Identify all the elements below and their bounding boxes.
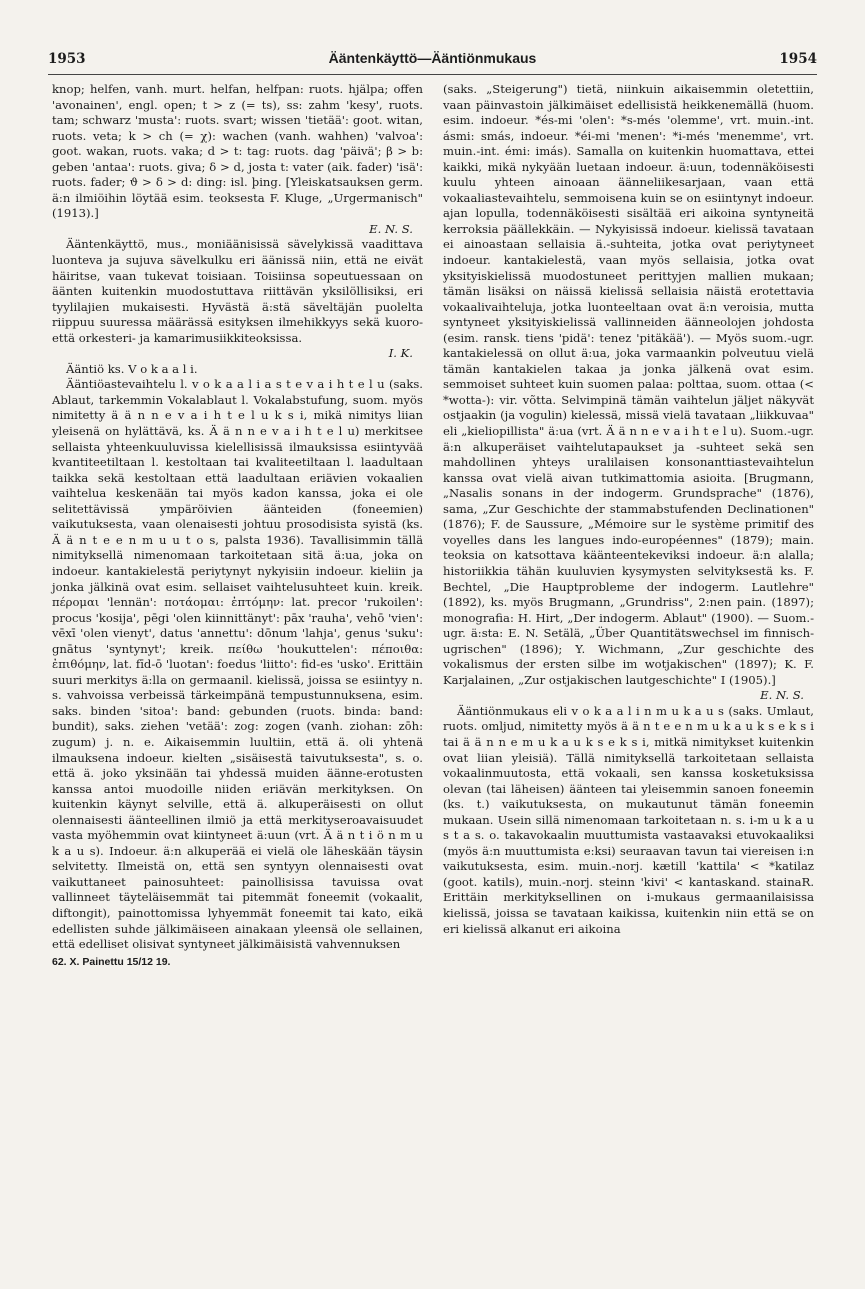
page-number-right: 1954 [779, 51, 817, 67]
left-column [52, 82, 423, 970]
paragraph: knop; helfen, vanh. murt. helfan, helfpan: ruots. hjälpa; offen 'avonainen', engl. open; t > z (= ts), ss: zahm 'kesy', ruots. tam; schwarz 'musta': ruots. svart; wissen 'tietää': goot. witan, ruots. veta; k > ch (= χ): wachen (vanh. wahhen) 'valvoa': goot. wakan, ruots. vaka; d > t: tag: ruots. dag 'päivä'; β > b: geben 'antaa': ruots. giva; δ > d, josta t: vater (aik. fader) 'isä': ruots. fader; ϑ > δ > d: ding: isl. þing. [Yleiskatsauksen germ. ä:n ilmiöihin löytää esim. teoksesta F. Kluge, „Urgermanisch" (1913).] [52, 82, 423, 221]
right-column [443, 82, 814, 937]
entry-aantio: Ääntiö ks. V o k a a l i. [66, 361, 198, 376]
author-signature: E. N. S. [760, 688, 804, 703]
header-rule [48, 74, 817, 75]
page-title: Ääntenkäyttö—Ääntiönmukaus [328, 50, 537, 66]
paragraph: (saks. „Steigerung") tietä, niinkuin aikaisemmin oletettiin, vaan päinvastoin jälkimäiset edellisistä heikkenemällä (huom. esim. indoeur. *és-mi 'olen': *s-més 'olemme', vrt. muin.-int. ásmi: smás, indoeur. *éi-mi 'menen': *i-més 'menemme', vrt. muin.-int. émi: imás). Samalla on kuitenkin huomattava, ettei kaikki, mikä nykyään luetaan indoeur. ä:uun, todennäköisesti kuulu yhteen ainoaan äänneliikesarjaan, vaan että vokaaliastevaihtelu, semmoisena kuin se on esiintynyt indoeur. ajan lopulla, todennäköisesti sisältää eri aikoina syntyneitä kerroksia päällekkäin. — Nykyisissä indoeur. kielissä tavataan ei ainoastaan sellaisia ä.-suhteita, jotka ovat periytyneet indoeur. kantakielestä, vaan myös sellaisia, jotka ovat yksityiskielissä muodostuneet perittyjen mallien mukaan; tämän lisäksi on näissä kielissä sellaisia näistä erotettavia vokaalivaihteluja, jotka luonteeltaan ovat ä:n veroisia, mutta syntyneet yksityiskielissä vallinneiden äänneolojen johdosta (esim. ransk. tiens 'pidä': tenez 'pitäkää'). — Myös suom.-ugr. kantakielessä on ollut ä:ua, joka varmaankin polveutuu vielä tämän kantakielen takaa ja jonka jälkenä ovat esim. semmoiset suhteet kuin suomen palaa: polttaa, suom. ottaa (< *wotta-): vir. võtta. Selvimpinä tämän vaihtelun jäljet näkyvät ostjaakin (ja vogulin) kielessä, missä vielä tavataan „liikkuvaa" eli „kieliopillista" ä:ua (vrt. Ä ä n n e v a i h t e l u). Suom.-ugr. ä:n alkuperäiset vaihtelutapaukset ja -suhteet sekä sen mahdollinen yhteys uralilaisen konsonanttiastevaihtelun kanssa ovat vielä aivan tutkimattomia asioita. [Brugmann, „Nasalis sonans in der indogerm. Grundsprache" (1876), sama, „Zur Geschichte der stammabstufenden Declinationen" (1876); F. de Saussure, „Mémoire sur le système primitif des voyelles dans les langues indo-européennes" (1879); main. teoksia on katsottava käänteentekeviksi indoeur. ä:n alalla; historiikkia tähän kuuluvien kysymysten selvityksestä ks. F. Bechtel, „Die Hauptprobleme der indogerm. Lautlehre" (1892), ks. myös Brugmann, „Grundriss", 2:nen pain. (1897); monografia: H. Hirt, „Der indogerm. Ablaut" (1900). — Suom.-ugr. ä:sta: E. N. Setälä, „Über Quantitätswechsel im finnisch-ugrischen" (1896); Y. Wichmann, „Zur geschichte des vokalismus der ersten silbe im wotjakischen" (1897); K. F. Karjalainen, „Zur ostjakischen lautgeschichte" I (1905).] [443, 82, 814, 687]
running-header [48, 50, 817, 74]
entry-aantionmukaus: Ääntiönmukaus eli v o k a a l i n m u k a u s (saks. Umlaut, ruots. omljud, nimitetty myös ä ä n t e e n m u k a u k s e k s i tai ä ä n n e m u k a u k s e k s i, mitkä nimitykset kuitenkin ovat liian yleisiä). Tällä nimityksellä tarkoitetaan sellaista vokaalinmuutosta, että vokaali, sen kanssa kosketuksissa olevan (tai läheisen) äänteen tai yleisemmin sanoen foneemin (ks. t.) vaikutuksesta, on mukautunut tämän foneemin mukaan. Usein sillä nimenomaan tarkoitetaan n. s. i-m u k a u s t a s. o. takavokaalin muuttumista vastaavaksi etuvokaaliksi (myös ä:n muuttumista e:ksi) seuraavan tavun tai viereisen i:n vaikutuksesta, esim. muin.-norj. kætill 'kattila' < *katilaz (goot. katils), muin.-norj. steinn 'kivi' < kantaskand. stainaR. Erittäin merkityksellinen on i-mukaus germaanilaisissa kielissä, joissa se tavataan kaikissa, kuitenkin niin että se on eri kielissä alkanut eri aikoina [443, 703, 814, 936]
author-signature: I. K. [388, 346, 413, 361]
page-number-left: 1953 [48, 51, 86, 67]
entry-aantenkaytto: Ääntenkäyttö, mus., moniäänisissä sävelykissä vaadittava luonteva ja sujuva sävelkulku eri äänissä niin, että ne eivät häiritse, vaan tukevat toisiaan. Toisiinsa sopeutuessaan on äänten kuitenkin muodostuttava riittävän yksilöllisiksi, eri tyylilajien mukaisesti. Hyvästä ä:stä säveltäjän puolelta riippuu suuressa määrässä esityksen ilmehikkyys sekä kuoro- että orkesteri- ja kamarimusiikkiteoksissa. [52, 237, 423, 345]
author-signature: E. N. S. [369, 221, 413, 236]
entry-aantioastevaihtelu: Ääntiöastevaihtelu l. v o k a a l i a s t e v a i h t e l u (saks. Ablaut, tarkemmin Vokalablaut l. Vokalabstufung, suom. myös nimitetty ä ä n n e v a i h t e l u k s i, mikä nimitys liian yleisenä on hylättävä, ks. Ä ä n n e v a i h t e l u) merkitsee sellaista yhteenkuuluvissa kielellisissä ilmauksissa esiintyvää kvantiteetiltaan l. kestoltaan tai kvaliteetiltaan l. laadultaan taikka sekä kestoltaan että laadultaan eriävien vokaalien vaihtelua keskenään tai myös kadon kanssa, joka ei ole selitettävissä ympäröivien äänteiden (foneemien) vaikutuksesta, vaan olenaisesti johtuu prosodisista syistä (ks. Ä ä n t e e n m u u t o s, palsta 1936). Tavallisimmin tällä nimityksellä nimenomaan tarkoitetaan sitä ä:ua, joka on indoeur. kantakielestä periytynyt nykyisiin indoeur. kieliin ja jonka jälkinä ovat esim. sellaiset vaihtelusuhteet kuin. kreik. πέρομαι 'lennän': ποτάομαι: ἐπτόμην: lat. precor 'rukoilen': procus 'kosija', pēgi 'olen kiinnittänyt': pāx 'rauha', vehō 'vien': vēxī 'olen vienyt', datus 'annettu': dōnum 'lahja', genus 'suku': gnātus 'syntynyt'; kreik. πείθω 'houkuttelen': πέποιθα: ἐπιθόμην, lat. fīd-ō 'luotan': foedus 'liitto': fid-es 'usko'. Erittäin suuri merkitys ä:lla on germaanil. kielissä, joissa se esiintyy n. s. vahvoissa verbeissä tärkeimpänä tempustunnuksena, esim. saks. binden 'sitoa': band: gebunden (ruots. binda: band: bundit), saks. ziehen 'vetää': zog: zogen (vanh. ziohan: zōh: zugum) j. n. e. Aikaisemmin luultiin, että ä. oli yhtenä ilmauksena indoeur. kielten „sisäisestä taivutuksesta", s. o. että ä. joko yksinään tai yhdessä muiden äänne-erotusten kanssa antoi muodoille niiden eriävän merkityksen. On kuitenkin käynyt selville, että ä. alkuperäisesti on ollut olennaisesti äänteellinen ilmiö ja että merkityseroavaisuudet vasta myöhemmin ovat kiintyneet ä:uun (vrt. Ä ä n t i ö n m u k a u s). Indoeur. ä:n alkuperää ei vielä ole läheskään täysin selvitetty. Ilmeistä on, että sen syntyyn olennaisesti ovat vaikuttaneet painosuhteet: painollisissa tavuissa ovat vallinneet täyteläisemmät tai pitemmät foneemit (vokaalit, diftongit), painottomissa lyhyemmät foneemit tai kato, eikä edellisten suhde jälkimäiseen ainakaan yleensä ole sellainen, että edelliset olisivat syntyneet jälkimäisistä vahvennuksen [52, 377, 423, 952]
print-footer: 62. X. Painettu 15/12 19. [52, 955, 171, 968]
